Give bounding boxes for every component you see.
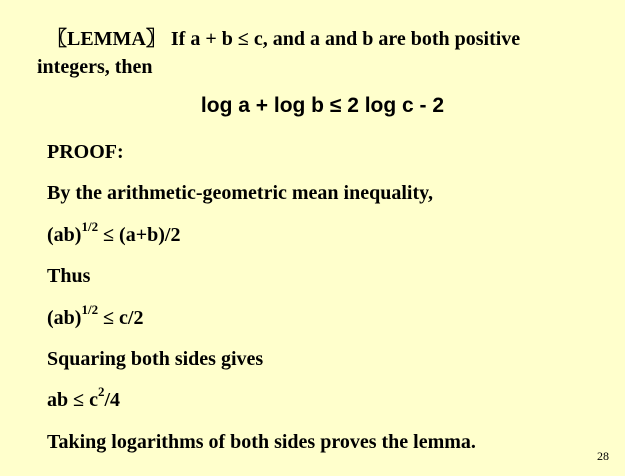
proof-thus: Thus (47, 265, 91, 287)
step-3-exponent: 2 (97, 384, 105, 400)
step-1-rest: ≤ (a+b)/2 (98, 224, 181, 246)
step-2-exponent: 1/2 (81, 302, 99, 318)
lemma-text: If a + b ≤ c, and a and b are both positive integers, then (37, 28, 521, 78)
proof-step-2 (47, 302, 144, 331)
step-1-base: (ab) (47, 224, 82, 246)
proof-step-1 (47, 219, 181, 248)
step-2-rest: ≤ c/2 (98, 307, 144, 329)
step-2-base: (ab) (47, 307, 82, 329)
lemma-label: 〖LEMMA〗 (47, 28, 166, 50)
step-3-base: ab ≤ c (47, 389, 98, 411)
step-1-exponent: 1/2 (81, 219, 99, 235)
proof-squaring: Squaring both sides gives (47, 348, 264, 370)
lemma-formula: log a + log b ≤ 2 log c - 2 (200, 94, 445, 117)
step-3-rest: /4 (104, 389, 121, 411)
page-number: 28 (597, 449, 609, 463)
lemma-statement (37, 25, 597, 81)
proof-intro: By the arithmetic-geometric mean inequality, (47, 182, 434, 204)
proof-step-3 (47, 384, 121, 413)
proof-heading: PROOF: (47, 141, 124, 163)
proof-conclusion: Taking logarithms of both sides proves the lemma. (47, 431, 476, 453)
